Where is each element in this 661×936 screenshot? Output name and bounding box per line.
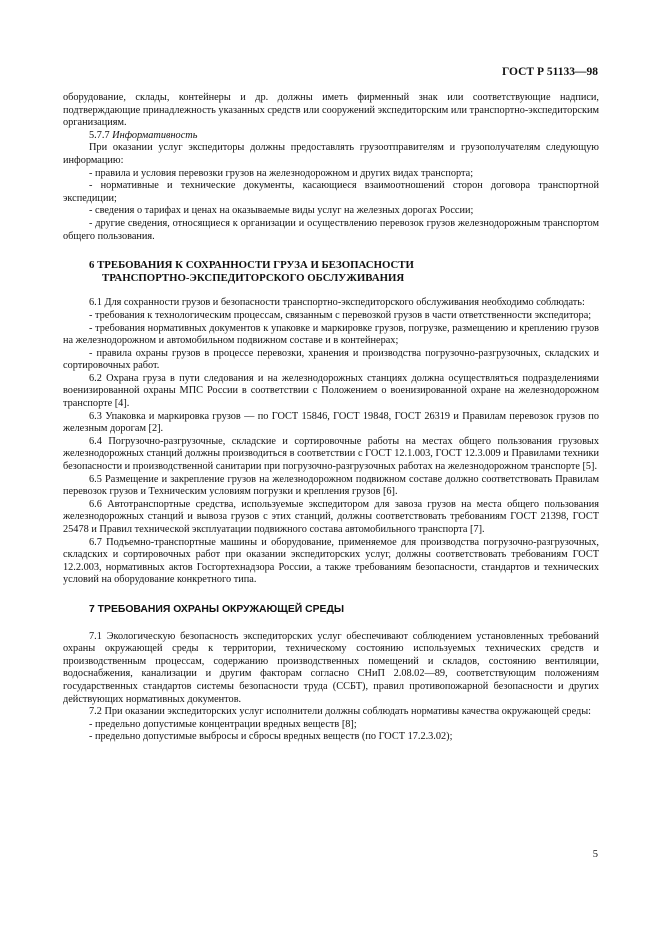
paragraph-6-2: 6.2 Охрана груза в пути следования и на железнодорожных станциях должна осуществляться подразделениями военизированной охраны МПС России в соответствии с Положением о военизированной охране на железнодорожном транспорте [4]. bbox=[63, 372, 599, 410]
document-code: ГОСТ Р 51133—98 bbox=[502, 66, 598, 78]
list-item: - требования к технологическим процессам, связанным с перевозкой грузов в части ответственности экспедитора; bbox=[89, 309, 592, 321]
subsection-number: 5.7.7 bbox=[89, 129, 110, 141]
paragraph-7-1: 7.1 Экологическую безопасность экспедиторских услуг обеспечивают соблюдением установленных требований охраны окружающей среды к территории, техническому состоянию используемых технических средств и производственным процессам, содержанию производственных помещений и складов, состоянию вентиляции, водоснабжения, канализации и другим факторам согласно СНиП 2.08.02—89, соответствующим положениям государственных стандартов системы безопасности труда (ССБТ), правил противопожарной безопасности и других действующих нормативных документов. bbox=[63, 630, 599, 705]
list-item: - предельно допустимые концентрации вредных веществ [8]; bbox=[89, 718, 357, 730]
section-6-heading-line2: ТРАНСПОРТНО-ЭКСПЕДИТОРСКОГО ОБСЛУЖИВАНИЯ bbox=[102, 271, 405, 284]
paragraph-6-4: 6.4 Погрузочно-разгрузочные, складские и сортировочные работы на местах общего пользования грузовых железнодорожных станций должны производиться в соответствии с ГОСТ 12.1.003, ГОСТ 12.3.009 и Правилами техники безопасности и производственной санитарии при погрузочно-разгрузочных работах на железнодорожном транспорте [5]. bbox=[63, 435, 599, 473]
paragraph-6-5: 6.5 Размещение и закрепление грузов на железнодорожном подвижном составе должно соответствовать Правилам перевозок грузов и Техническим условиям погрузки и крепления грузов [6]. bbox=[63, 473, 599, 498]
paragraph-7-2: 7.2 При оказании экспедиторских услуг исполнители должны соблюдать нормативы качества окружающей среды: bbox=[89, 706, 592, 718]
page-number: 5 bbox=[592, 849, 598, 860]
paragraph-continuation: оборудование, склады, контейнеры и др. должны иметь фирменный знак или соответствующие надписи, подтверждающие принадлежность указанных средств или сооружений экспедиторским или транспортно-экспедиторским организациям. bbox=[63, 92, 599, 129]
list-item: - правила охраны грузов в процессе перевозки, хранения и производства погрузочно-разгрузочных, складских и сортировочных работ. bbox=[63, 347, 599, 372]
list-item: - предельно допустимые выбросы и сбросы вредных веществ (по ГОСТ 17.2.3.02); bbox=[89, 731, 453, 743]
paragraph-6-1: 6.1 Для сохранности грузов и безопасности транспортно-экспедиторского обслуживания необходимо соблюдать: bbox=[89, 297, 585, 309]
subsection-title: Информативность bbox=[112, 129, 198, 141]
paragraph-6-7: 6.7 Подъемно-транспортные машины и оборудование, применяемое для производства погрузочно-разгрузочных, складских и сортировочных работ при оказании экспедиторских услуг, должны соответствовать требованиям ГОСТ 12.2.003, нормативных актов Госгортехнадзора России, а также требованиям безопасности, стандартов и технических условий на оборудование конкретного типа. bbox=[63, 536, 599, 586]
document-body bbox=[63, 92, 599, 744]
list-item: - требования нормативных документов к упаковке и маркировке грузов, погрузке, размещению и креплению грузов на железнодорожном и автомобильном подвижном составе и в контейнерах; bbox=[63, 322, 599, 347]
list-item: - правила и условия перевозки грузов на железнодорожном и других видах транспорта; bbox=[89, 167, 474, 179]
list-item: - нормативные и технические документы, касающиеся взаимоотношений сторон договора транспортной экспедиции; bbox=[63, 180, 599, 204]
section-7-heading: 7 ТРЕБОВАНИЯ ОХРАНЫ ОКРУЖАЮЩЕЙ СРЕДЫ bbox=[89, 603, 345, 615]
paragraph-6-6: 6.6 Автотранспортные средства, используемые экспедитором для завоза грузов на места общего пользования железнодорожных станций и вывоза грузов с этих станций, должны соответствовать требованиям ГОСТ 21398, ГОСТ 25478 и Правил технической эксплуатации подвижного состава автомобильного транспорта [7]. bbox=[63, 498, 599, 535]
paragraph-6-3: 6.3 Упаковка и маркировка грузов — по ГОСТ 15846, ГОСТ 19848, ГОСТ 26319 и Правилам перевозок грузов по железным дорогам [2]. bbox=[63, 410, 599, 435]
list-item: - сведения о тарифах и ценах на оказываемые виды услуг на железных дорогах России; bbox=[89, 205, 474, 217]
subsection-5-7-7-heading bbox=[63, 130, 599, 143]
section-6-heading-line1: 6 ТРЕБОВАНИЯ К СОХРАННОСТИ ГРУЗА И БЕЗОПАСНОСТИ bbox=[89, 259, 414, 272]
paragraph-5-7-7: При оказании услуг экспедиторы должны предоставлять грузоотправителям и грузополучателям следующую информацию: bbox=[63, 142, 599, 166]
list-item: - другие сведения, относящиеся к организации и осуществлению перевозок грузов железнодорожным транспортом общего пользования. bbox=[63, 217, 599, 242]
section-6-heading bbox=[63, 259, 599, 284]
